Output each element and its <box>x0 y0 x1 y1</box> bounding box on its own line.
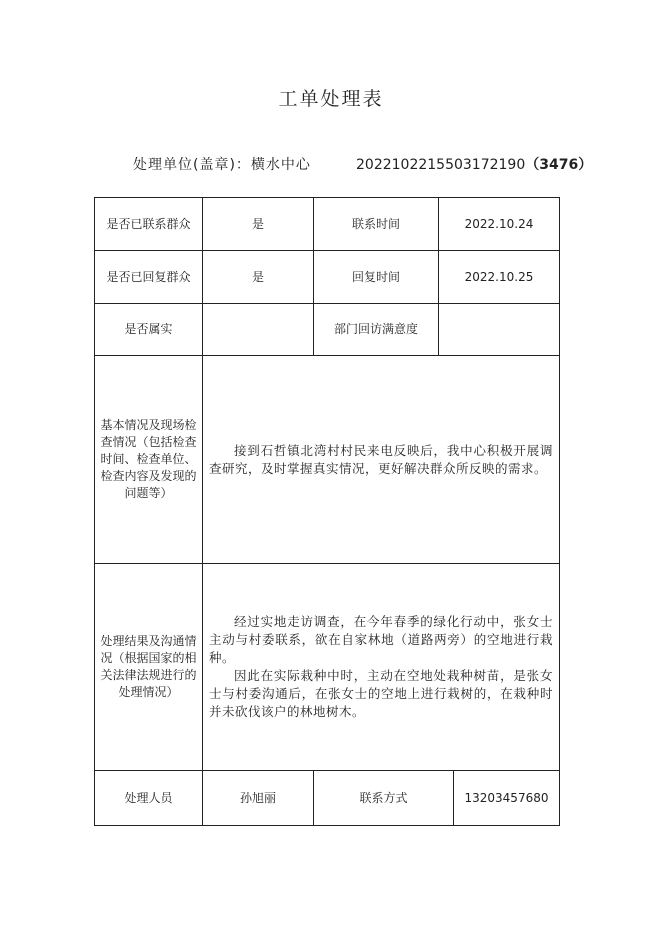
replied-label: 是否已回复群众 <box>95 251 203 304</box>
header-line <box>0 154 662 174</box>
contacted-value: 是 <box>203 198 314 251</box>
reply-time-label: 回复时间 <box>314 251 439 304</box>
result-paragraph-2: 因此在实际栽种中时，主动在空地处栽种树苗，是张女士与村委沟通后，在张女士的空地上进行栽树的，在栽种时并未砍伐该户的林地树木。 <box>209 668 553 719</box>
order-count: （3476） <box>525 157 593 173</box>
work-order-table <box>94 197 560 826</box>
true-value <box>203 304 314 356</box>
contacted-label: 是否已联系群众 <box>95 198 203 251</box>
result-paragraph-1: 经过实地走访调查，在今年春季的绿化行动中，张女士主动与村委联系，欲在自家林地（道路两旁）的空地进行栽种。 <box>209 614 553 665</box>
order-id: 2022102215503172190 <box>356 157 526 173</box>
result-label: 处理结果及沟通情况（根据国家的相关法律法规进行的处理情况） <box>95 564 203 771</box>
true-label: 是否属实 <box>95 304 203 356</box>
phone-label: 联系方式 <box>314 771 454 826</box>
table-row <box>95 304 560 356</box>
phone-value: 13203457680 <box>454 771 560 826</box>
satisfaction-value <box>439 304 560 356</box>
basic-situation-paragraph: 接到石哲镇北湾村村民来电反映后，我中心积极开展调查研究，及时掌握真实情况，更好解决群众所反映的需求。 <box>209 442 553 476</box>
table-row <box>95 356 560 564</box>
basic-situation-text <box>203 356 560 564</box>
table-row <box>95 251 560 304</box>
table-row <box>95 771 560 826</box>
table-row <box>95 564 560 771</box>
contact-time-value: 2022.10.24 <box>439 198 560 251</box>
order-number <box>356 154 592 174</box>
replied-value: 是 <box>203 251 314 304</box>
processing-unit: 处理单位(盖章)：横水中心 <box>133 157 311 173</box>
handler-value: 孙旭丽 <box>203 771 314 826</box>
reply-time-value: 2022.10.25 <box>439 251 560 304</box>
basic-situation-label: 基本情况及现场检查情况（包括检查时间、检查单位、检查内容及发现的问题等） <box>95 356 203 564</box>
table-row <box>95 198 560 251</box>
satisfaction-label: 部门回访满意度 <box>314 304 439 356</box>
result-text <box>203 564 560 771</box>
handler-label: 处理人员 <box>95 771 203 826</box>
contact-time-label: 联系时间 <box>314 198 439 251</box>
page-title: 工单处理表 <box>278 88 384 110</box>
